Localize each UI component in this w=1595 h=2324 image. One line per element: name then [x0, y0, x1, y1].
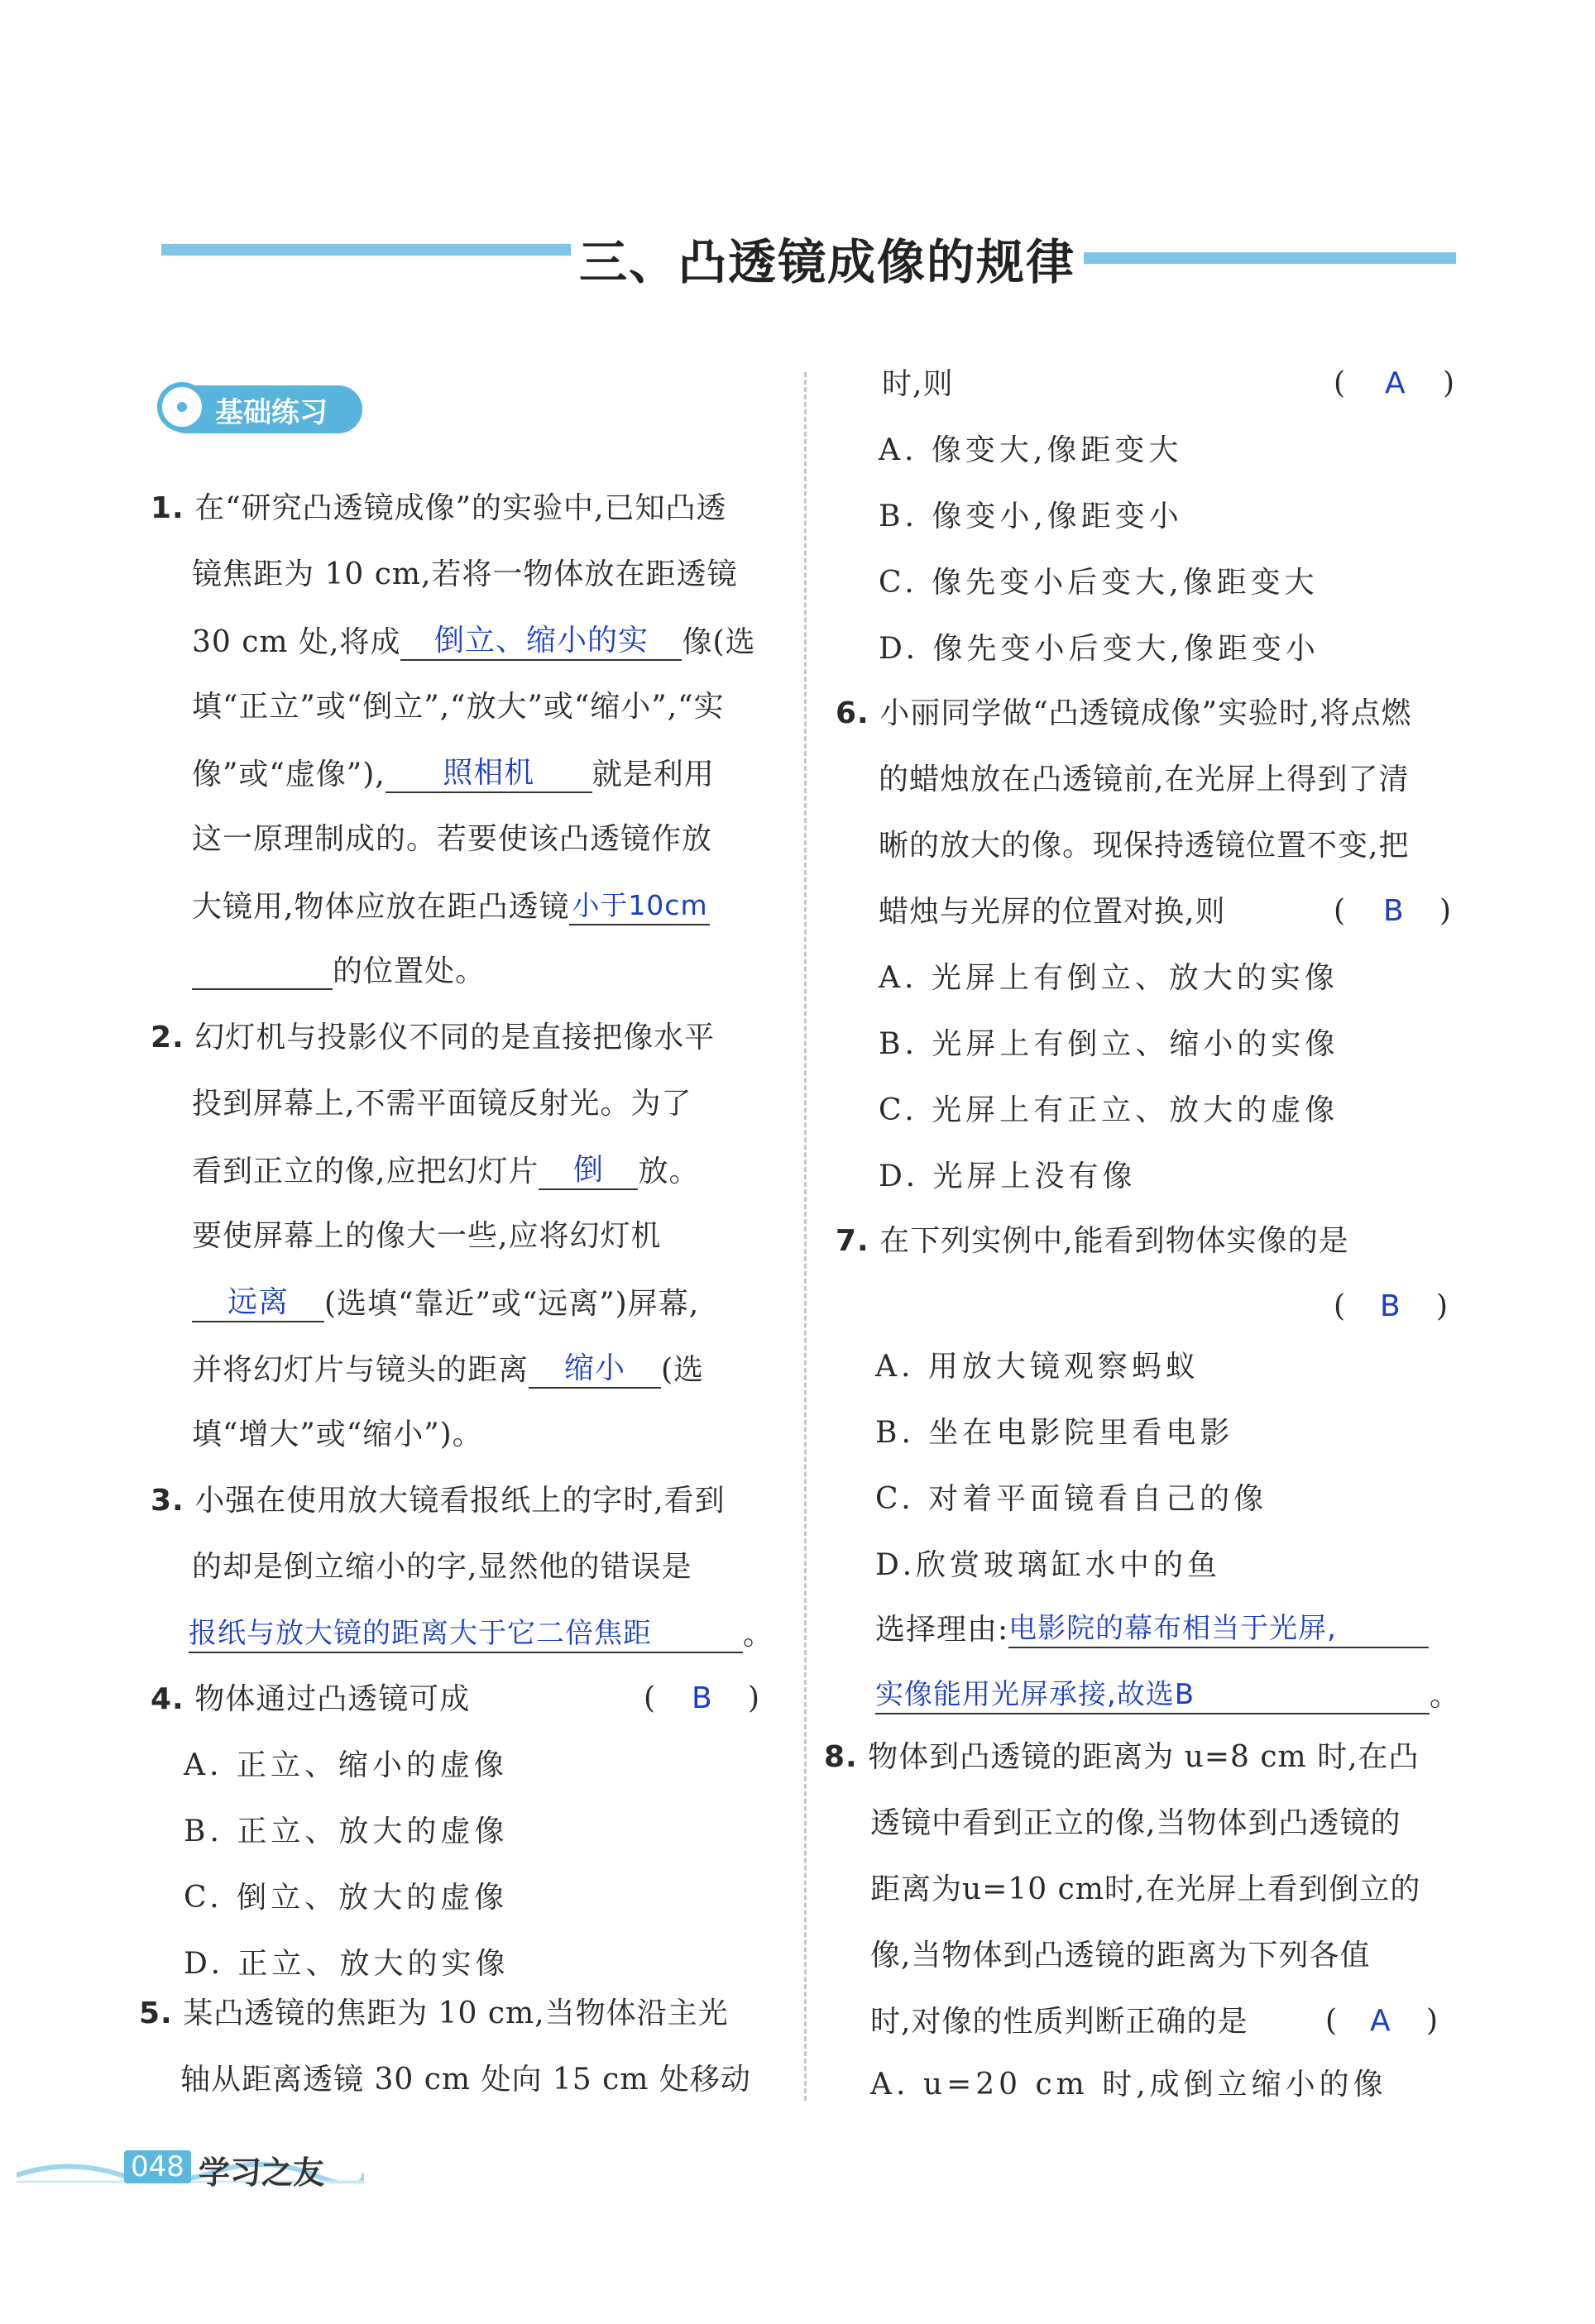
- q2-line-6: [192, 1351, 704, 1389]
- q7-paren-close: ): [1436, 1289, 1449, 1323]
- q5-cont-stem: 时,则: [882, 367, 954, 401]
- q3-answer-blank[interactable]: 报纸与放大镜的距离大于它二倍焦距: [189, 1615, 743, 1653]
- q2-line-7: 填“增大”或“缩小”)。: [192, 1418, 483, 1451]
- q2-line-4: 要使屏幕上的像大一些,应将幻灯机: [192, 1219, 662, 1253]
- q7-reason-label: 选择理由:: [875, 1613, 1009, 1647]
- q5-line-2: 轴从距离透镜 30 cm 处向 15 cm 处移动: [180, 2063, 751, 2097]
- q4-stem: [151, 1681, 470, 1718]
- q8-line-1: [824, 1739, 1420, 1776]
- q8-line-5: 时,对像的性质判断正确的是: [870, 2005, 1248, 2039]
- q5-paren-open: (: [1334, 366, 1346, 400]
- q2-text: 并将幻灯片与镜头的距离: [192, 1353, 529, 1387]
- q1-number: 1.: [151, 491, 184, 525]
- q2-answer-blank-1[interactable]: 倒: [539, 1152, 638, 1190]
- title-bar-left: [161, 244, 575, 256]
- q6-line-2: 的蜡烛放在凸透镜前,在光屏上得到了清: [879, 763, 1410, 796]
- q7-option-c[interactable]: C. 对着平面镜看自己的像: [875, 1482, 1268, 1516]
- q1-text: 30 cm 处,将成: [192, 625, 401, 659]
- q1-line-2: 镜焦距为 10 cm,若将一物体放在距透镜: [192, 557, 738, 591]
- q1-answer-blank-2[interactable]: 照相机: [386, 755, 592, 793]
- q4-number: 4.: [151, 1682, 184, 1716]
- q8-line-4: 像,当物体到凸透镜的距离为下列各值: [870, 1939, 1371, 1973]
- q1-line-5: [192, 755, 715, 793]
- q1-line-6: 这一原理制成的。若要使该凸透镜作放: [192, 822, 713, 856]
- q8-answer[interactable]: A: [1370, 2004, 1391, 2038]
- q1-answer-blank-1[interactable]: 倒立、缩小的实: [400, 623, 682, 661]
- q5-number: 5.: [139, 1996, 173, 2030]
- q3-number: 3.: [151, 1484, 184, 1518]
- q4-paren-open: (: [644, 1681, 656, 1715]
- q6-option-a[interactable]: A. 光屏上有倒立、放大的实像: [879, 961, 1339, 995]
- q6-answer[interactable]: B: [1383, 894, 1404, 928]
- q5-option-b[interactable]: B. 像变小,像距变小: [879, 500, 1183, 533]
- q7-option-a[interactable]: A. 用放大镜观察蚂蚁: [875, 1350, 1200, 1384]
- q4-answer[interactable]: B: [692, 1681, 712, 1715]
- q2-text: 放。: [638, 1155, 700, 1188]
- q8-text: 物体到凸透镜的距离为 u=8 cm 时,在凸: [868, 1740, 1420, 1774]
- q1-answer-blank-3-cont: [192, 988, 333, 990]
- q6-line-3: 晰的放大的像。现保持透镜位置不变,把: [879, 829, 1410, 863]
- q1-line-1: [151, 490, 726, 527]
- q8-line-2: 透镜中看到正立的像,当物体到凸透镜的: [870, 1806, 1401, 1840]
- q1-text: 像”或“虚像”),: [192, 758, 386, 791]
- q1-text: 像(选: [682, 625, 756, 659]
- q7-text: 。: [1430, 1679, 1461, 1713]
- q3-text: 。: [743, 1618, 774, 1652]
- q5-line-1: [139, 1996, 729, 2032]
- q2-text: 幻灯机与投影仪不同的是直接把像水平: [194, 1021, 716, 1054]
- q7-text: 在下列实例中,能看到物体实像的是: [879, 1224, 1349, 1258]
- q5-option-c[interactable]: C. 像先变小后变大,像距变大: [879, 566, 1319, 600]
- q2-answer-blank-2[interactable]: 远离: [192, 1284, 324, 1322]
- q1-text: 就是利用: [592, 758, 715, 791]
- title-bar-right: [1034, 252, 1456, 264]
- q7-paren-open: (: [1334, 1289, 1346, 1323]
- q4-paren-close: ): [748, 1681, 760, 1715]
- q6-number: 6.: [836, 696, 869, 730]
- q6-paren-close: ): [1439, 894, 1452, 928]
- q1-line-4: 填“正立”或“倒立”,“放大”或“缩小”,“实: [192, 690, 725, 724]
- q1-line-8: [192, 954, 486, 990]
- q2-line-5: [192, 1284, 699, 1322]
- q5-paren-close: ): [1443, 366, 1455, 400]
- q1-answer-blank-3[interactable]: 小于10cm: [569, 887, 710, 925]
- q6-line-4: 蜡烛与光屏的位置对换,则: [879, 895, 1226, 929]
- q7-reason-answer-2[interactable]: 实像能用光屏承接,故选B: [875, 1676, 1430, 1714]
- q4-option-b[interactable]: B. 正立、放大的虚像: [184, 1815, 509, 1848]
- q2-line-1: [151, 1020, 715, 1056]
- q7-reason-answer-1[interactable]: 电影院的幕布相当于光屏,: [1008, 1610, 1429, 1648]
- q2-text: (选: [661, 1353, 705, 1387]
- q1-line-3: [192, 623, 756, 661]
- q8-line-3: 距离为u=10 cm时,在光屏上看到倒立的: [870, 1872, 1421, 1906]
- q1-text: 的位置处。: [333, 954, 486, 988]
- q3-line-1: [151, 1483, 726, 1519]
- q4-option-a[interactable]: A. 正立、缩小的虚像: [184, 1748, 508, 1782]
- q5-text: 某凸透镜的焦距为 10 cm,当物体沿主光: [183, 1996, 729, 2030]
- q7-reason-line-1: [875, 1610, 1429, 1648]
- book-brand: 学习之友: [199, 2154, 325, 2191]
- q1-text: 大镜用,物体应放在距凸透镜: [192, 890, 570, 924]
- q8-paren-open: (: [1325, 2004, 1338, 2038]
- section-badge: [162, 385, 362, 433]
- q2-line-3: [192, 1152, 699, 1190]
- q3-line-2: 的却是倒立缩小的字,显然他的错误是: [192, 1550, 692, 1584]
- q6-option-b[interactable]: B. 光屏上有倒立、缩小的实像: [879, 1027, 1339, 1061]
- q4-option-c[interactable]: C. 倒立、放大的虚像: [184, 1881, 509, 1915]
- q5-option-a[interactable]: A. 像变大,像距变大: [879, 433, 1183, 467]
- q2-number: 2.: [151, 1021, 184, 1054]
- q7-stem: [836, 1223, 1349, 1260]
- q1-line-7: [192, 887, 710, 925]
- q4-text: 物体通过凸透镜可成: [194, 1682, 471, 1716]
- column-divider: [804, 372, 807, 2101]
- q2-text: (选填“靠近”或“远离”)屏幕,: [324, 1287, 700, 1321]
- q5-option-d[interactable]: D. 像先变小后变大,像距变小: [879, 632, 1320, 666]
- q7-reason-line-2: [875, 1676, 1460, 1714]
- q6-line-1: [836, 696, 1411, 732]
- q4-option-d[interactable]: D. 正立、放大的实像: [184, 1947, 510, 1981]
- q8-option-a[interactable]: A. u=20 cm 时,成倒立缩小的像: [870, 2068, 1387, 2102]
- q1-text: 在“研究凸透镜成像”的实验中,已知凸透: [194, 491, 727, 525]
- q6-option-c[interactable]: C. 光屏上有正立、放大的虚像: [879, 1093, 1339, 1127]
- page-number: 048: [124, 2150, 191, 2183]
- q7-number: 7.: [836, 1224, 869, 1258]
- q2-answer-blank-3[interactable]: 缩小: [529, 1351, 661, 1389]
- q8-paren-close: ): [1426, 2004, 1439, 2038]
- q2-line-2: 投到屏幕上,不需平面镜反射光。为了: [192, 1087, 692, 1121]
- q8-number: 8.: [824, 1740, 858, 1774]
- q5-answer[interactable]: A: [1385, 366, 1406, 400]
- q6-text: 小丽同学做“凸透镜成像”实验时,将点燃: [879, 696, 1412, 730]
- q7-answer[interactable]: B: [1380, 1289, 1401, 1323]
- target-icon: [157, 382, 207, 432]
- q3-text: 小强在使用放大镜看报纸上的字时,看到: [194, 1484, 726, 1518]
- q3-line-3: [189, 1615, 774, 1653]
- q2-text: 看到正立的像,应把幻灯片: [192, 1155, 539, 1188]
- q6-option-d[interactable]: D. 光屏上没有像: [879, 1160, 1137, 1193]
- q7-option-b[interactable]: B. 坐在电影院里看电影: [875, 1416, 1234, 1450]
- q7-option-d[interactable]: D.欣赏玻璃缸水中的鱼: [875, 1548, 1222, 1582]
- q6-paren-open: (: [1334, 894, 1346, 928]
- section-badge-label: 基础练习: [215, 395, 328, 429]
- page-title: 三、凸透镜成像的规律: [571, 223, 1084, 293]
